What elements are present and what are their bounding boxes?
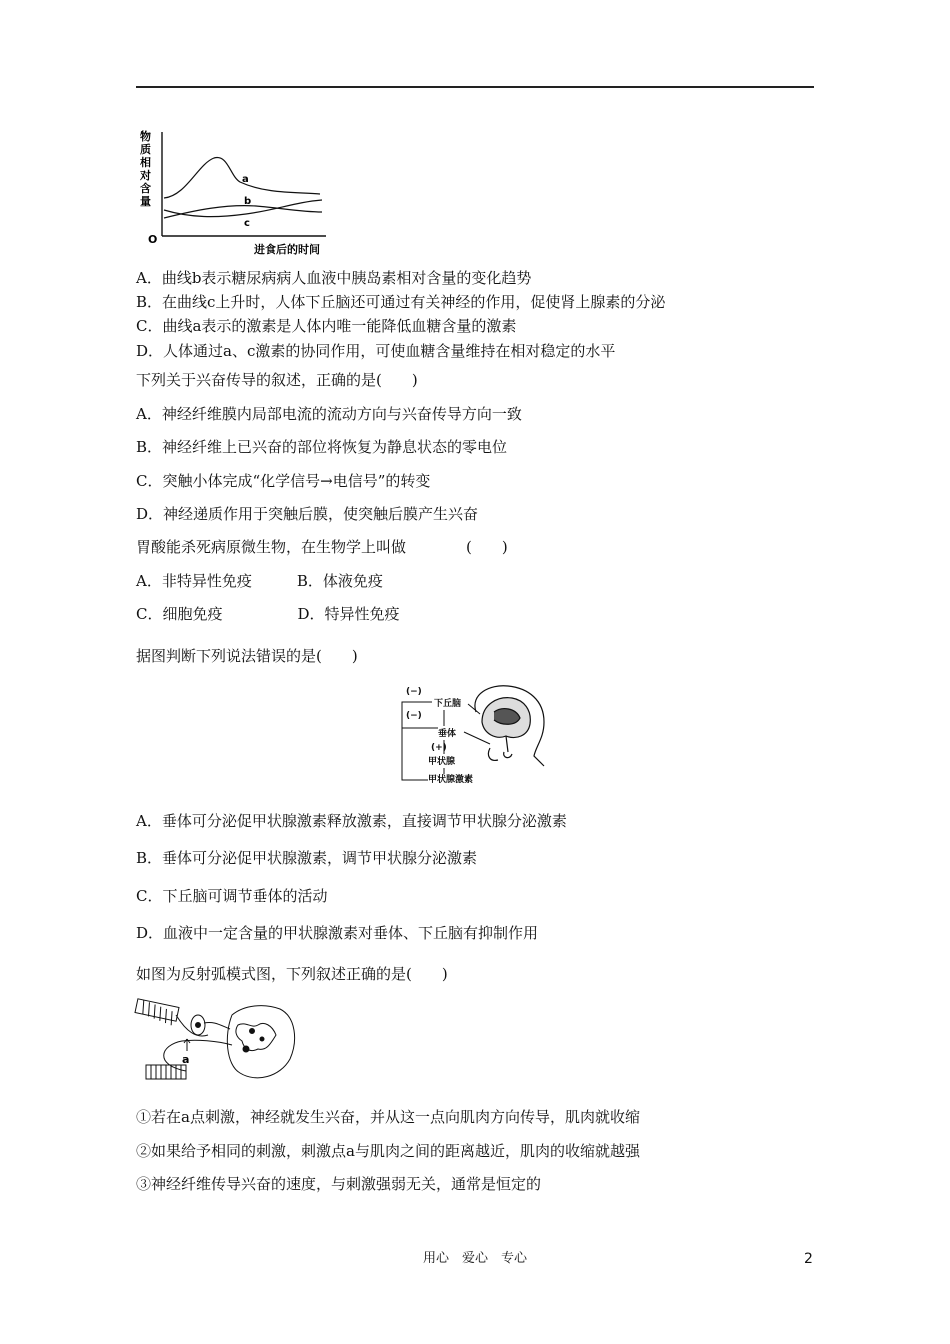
curve-b-label: b [244, 196, 252, 207]
q5-statement-1: ①若在a点刺激，神经就发生兴奋，并从这一点向肌肉方向传导，肌肉就收缩 [136, 1108, 640, 1126]
q2-option-c: C．突触小体完成“化学信号→电信号”的转变 [136, 472, 431, 490]
thyroid-label: 甲状腺 [428, 757, 456, 767]
q2-option-b: B．神经纤维上已兴奋的部位将恢复为静息状态的零电位 [136, 438, 508, 456]
thyroid-hormone-label: 甲状腺激素 [428, 775, 474, 785]
hypothalamus-pituitary-figure [398, 682, 550, 792]
q4-stem: 据图判断下列说法错误的是( ) [136, 647, 358, 665]
pos-effect-label: (+) [431, 743, 447, 753]
curve-c-label: c [244, 218, 250, 229]
muscle-lower [146, 1065, 186, 1079]
q4-option-c: C．下丘脑可调节垂体的活动 [136, 887, 328, 905]
hormone-curve-figure [136, 126, 336, 260]
q2-stem: 下列关于兴奋传导的叙述，正确的是( ) [136, 371, 418, 389]
q2-option-d: D．神经递质作用于突触后膜，使突触后膜产生兴奋 [136, 505, 479, 523]
q2-option-a: A．神经纤维膜内局部电流的流动方向与兴奋传导方向一致 [136, 405, 522, 423]
q4-option-d: D．血液中一定含量的甲状腺激素对垂体、下丘脑有抑制作用 [136, 924, 539, 942]
q4-option-a: A．垂体可分泌促甲状腺激素释放激素，直接调节甲状腺分泌激素 [136, 812, 567, 830]
figure1-xlabel: 进食后的时间 [254, 243, 320, 256]
curve-a-label: a [242, 174, 249, 185]
muscle-upper [135, 999, 179, 1025]
curve-c [164, 200, 322, 217]
q1-option-c: C．曲线a表示的激素是人体内唯一能降低血糖含量的激素 [136, 317, 517, 335]
pituitary-label: 垂体 [438, 729, 457, 739]
curve-b [164, 206, 322, 218]
q3-options-row2: C．细胞免疫 D．特异性免疫 [136, 605, 400, 623]
q1-option-b: B．在曲线c上升时，人体下丘脑还可通过有关神经的作用，促使肾上腺素的分泌 [136, 293, 666, 311]
q3-options-row1: A．非特异性免疫 B．体液免疫 [136, 572, 383, 590]
q5-stem: 如图为反射弧模式图，下列叙述正确的是( ) [136, 965, 448, 983]
figure1-origin: O [148, 233, 158, 246]
q1-option-a: A．曲线b表示糖尿病病人血液中胰岛素相对含量的变化趋势 [136, 269, 532, 287]
q3-stem: 胃酸能杀死病原微生物，在生物学上叫做 ( ) [136, 538, 508, 556]
q4-option-b: B．垂体可分泌促甲状腺激素，调节甲状腺分泌激素 [136, 849, 478, 867]
neg-feedback-label-1: (−) [406, 687, 422, 697]
neg-feedback-label-2: (−) [406, 711, 422, 721]
q1-option-d: D．人体通过a、c激素的协同作用，可使血糖含量维持在相对稳定的水平 [136, 342, 616, 360]
page-footer: 用心 爱心 专心 [422, 1251, 527, 1266]
header-rule [136, 86, 814, 88]
hypothalamus-label: 下丘脑 [434, 699, 462, 709]
reflex-arc-figure [134, 995, 304, 1087]
q5-statement-3: ③神经纤维传导兴奋的速度，与刺激强弱无关，通常是恒定的 [136, 1175, 542, 1193]
q5-statement-2: ②如果给予相同的刺激，刺激点a与肌肉之间的距离越近，肌肉的收缩就越强 [136, 1142, 640, 1160]
figure1-ylabel: 物质相对含量 [140, 130, 151, 208]
brain-head-outline [475, 686, 544, 766]
page-number: 2 [804, 1251, 813, 1267]
point-a-label: a [182, 1053, 190, 1066]
